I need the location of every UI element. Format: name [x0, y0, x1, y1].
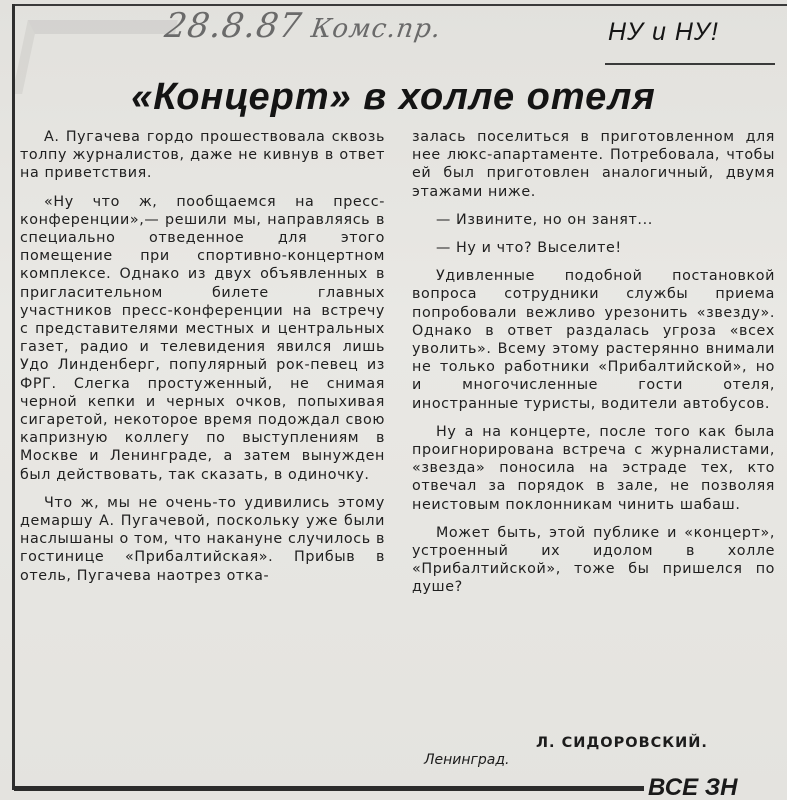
paragraph: залась поселиться в приготовленном для нее люкс-апартаменте. Потребовала, чтобы ей был приготовлен аналогичный, двумя этажами ниже.: [412, 129, 775, 200]
bottom-rule: [14, 786, 644, 791]
dialogue-line: — Ну и что? Выселите!: [436, 240, 622, 257]
rubric-label: НУ и НУ!: [608, 18, 719, 46]
rubric-rule: [605, 63, 775, 65]
article-column-2: [412, 128, 775, 607]
handwritten-source: Комс.пр.: [309, 14, 444, 44]
article-title: «Концерт» в холле отеля: [131, 76, 656, 118]
article-column-1: [20, 128, 385, 595]
paragraph: «Ну что ж, пообщаемся на пресс-конференции»,— решили мы, направляясь в специально отведенное для этого помещение при спортивно-концертном комплексе. Однако из двух объявленных в пригласительном билете главных участников пресс-конференции на встречу с представителями местных и центральных газет, радио и телевидения явился лишь Удо Линденберг, популярный рок-певец из ФРГ. Слегка простуженный, не снимая черной кепки и черных очков, попыхивая сигаретой, некоторое время подождал свою капризную коллегу по выступлениям в Москве и Ленинграде, а затем вынужден был действовать, так сказать, в одиночку.: [20, 193, 385, 483]
author-signature: Л. СИДОРОВСКИЙ.: [536, 735, 708, 751]
handwritten-date: 28.8.87: [162, 6, 305, 46]
left-rule: [12, 4, 15, 790]
paragraph: А. Пугачева гордо прошествовала сквозь толпу журналистов, даже не кивнув в ответ на приветствия.: [20, 129, 385, 182]
paragraph: Что ж, мы не очень-то удивились этому демаршу А. Пугачевой, поскольку уже были наслышаны о том, что накануне случилось в гостинице «Прибалтийская». Прибыв в отель, Пугачева наотрез отка-: [20, 494, 385, 584]
handwritten-note: [162, 6, 444, 46]
next-article-fragment: ВСЕ ЗН: [648, 774, 738, 800]
paragraph: Удивленные подобной постановкой вопроса сотрудники службы приема попробовали вежливо урезонить «звезду». Однако в ответ раздалась угроза «всех уволить». Всему этому растерянно внимали не только работники «Прибалтийской», но и многочисленные гости отеля, иностранные туристы, водители автобусов.: [412, 268, 775, 412]
dialogue-line: — Извините, но он занят...: [436, 211, 653, 228]
dateline-city: Ленинград.: [424, 752, 510, 768]
paragraph: Ну а на концерте, после того как была проигнорирована встреча с журналистами, «звезда» поносила на эстраде тех, кто отвечал за порядок в зале, не позволяя неистовым поклонникам чинить шабаш.: [412, 423, 775, 513]
paragraph: Может быть, этой публике и «концерт», устроенный их идолом в холле «Прибалтийской», тоже бы пришелся по душе?: [412, 524, 775, 596]
